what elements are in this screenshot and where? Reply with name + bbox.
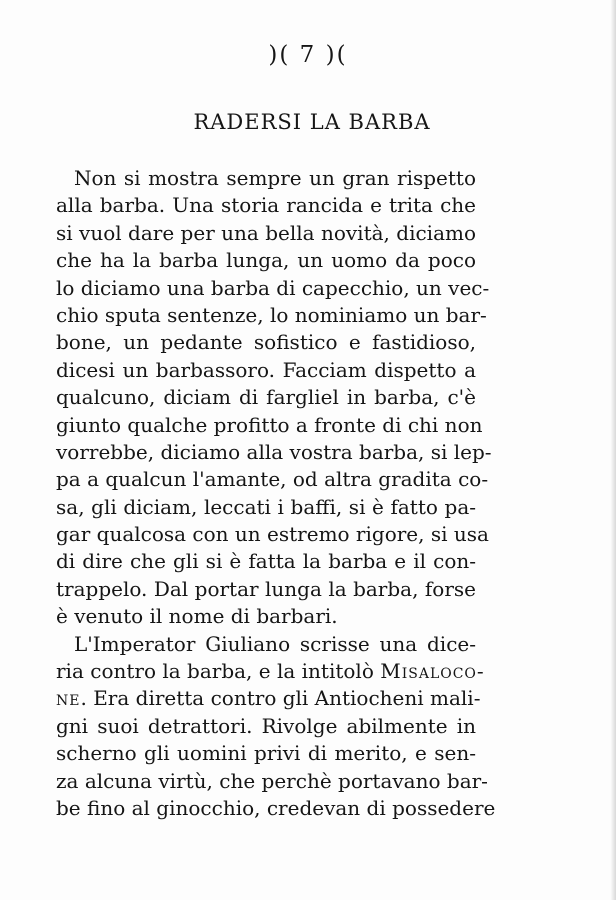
text-line: sa, gli diciam, leccati i baffi, si è fatto pa- (56, 494, 476, 519)
text-line: pa a qualcun l'amante, od altra gradita co- (56, 467, 489, 492)
page-edge-shadow (610, 0, 616, 900)
text-line: gni suoi detrattori. Rivolge abilmente in (56, 713, 476, 738)
text-line: si vuol dare per una bella novità, diciamo (56, 220, 476, 245)
text-line: scherno gli uomini privi di merito, e sen- (56, 741, 476, 766)
text-line: trappelo. Dal portar lunga la barba, forse (56, 576, 476, 601)
page-number: )( 7 )( (268, 42, 348, 68)
text-line: chio sputa sentenze, lo nominiamo un bar- (56, 302, 487, 327)
text-line: è venuto il nome di barbari. (56, 604, 338, 629)
body-text (56, 165, 496, 822)
text-line: Non si mostra sempre un gran rispetto (74, 166, 476, 190)
text-fragment: . Era diretta contro gli Antiocheni mali- (80, 686, 481, 711)
text-line: qualcuno, diciam di fargliel in barba, c'è (56, 385, 476, 410)
chapter-title: RADERSI LA BARBA (193, 110, 431, 134)
text-fragment: ria contro la barba, e la intitolò (56, 659, 374, 684)
text-line: giunto qualche profitto a fronte di chi non (56, 412, 483, 437)
text-line-with-title (56, 658, 485, 685)
text-line: za alcuna virtù, che perchè portavano bar- (56, 768, 488, 793)
text-line: dicesi un barbassoro. Facciam dispetto a (56, 357, 476, 382)
text-line: lo diciamo una barba di capecchio, un vec- (56, 275, 490, 300)
work-title: ne (56, 686, 81, 711)
text-line-with-title (56, 685, 481, 712)
work-title: Misaloco- (380, 659, 485, 684)
text-line: L'Imperator Giuliano scrisse una dice- (74, 631, 476, 656)
text-line: vorrebbe, diciamo alla vostra barba, si lep- (56, 439, 492, 464)
text-line: che ha la barba lunga, un uomo da poco (56, 248, 476, 273)
text-line: di dire che gli si è fatta la barba e il con- (56, 549, 476, 574)
text-line: gar qualcosa con un estremo rigore, si usa (56, 522, 489, 547)
text-line: bone, un pedante sofistico e fastidioso, (56, 330, 476, 355)
text-line: be fino al ginocchio, credevan di possedere (56, 795, 496, 820)
text-line: alla barba. Una storia rancida e trita che (56, 193, 476, 218)
